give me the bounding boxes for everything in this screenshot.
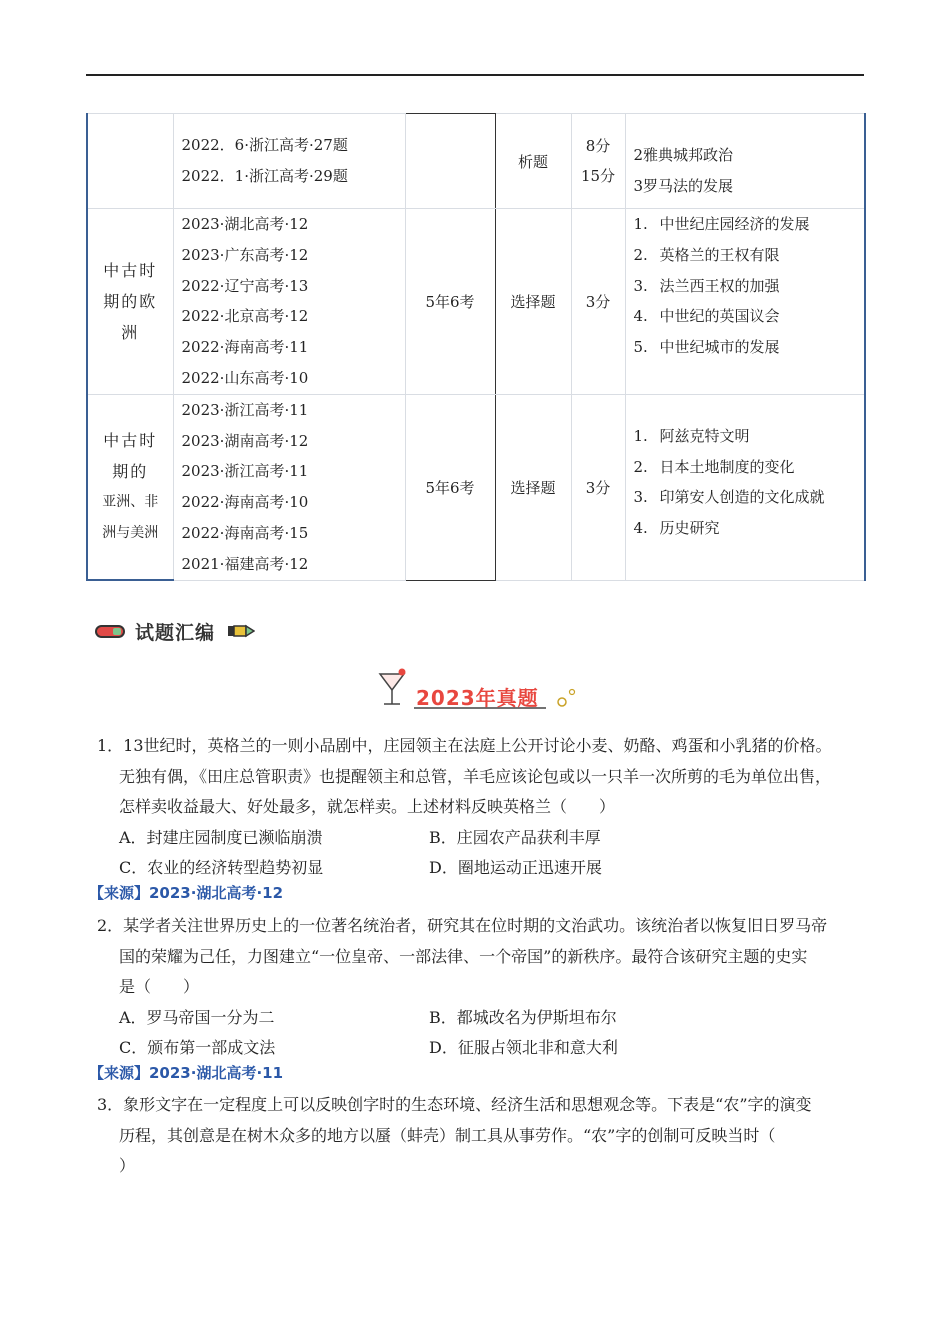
section-heading [95, 616, 255, 646]
question-type-cell: 选择题 [495, 209, 571, 395]
topic-item: 4. 历史研究 [633, 519, 720, 538]
table-row [87, 209, 865, 395]
score-cell: 3分 [571, 209, 625, 395]
topic-list [625, 209, 865, 395]
year-banner [378, 666, 578, 714]
period-cell: 中古时 期的欧 洲 [87, 209, 173, 395]
header-rule [86, 74, 864, 76]
option-list [97, 823, 867, 884]
pencil-icon [227, 624, 255, 638]
question-type-cell: 析题 [495, 114, 571, 209]
option-a: A．封建庄园制度已濒临崩溃 [119, 827, 323, 847]
exam-analysis-table [86, 113, 866, 581]
frequency-cell: 5年6考 [405, 209, 495, 395]
question-2: 2．某学者关注世界历史上的一位著名统治者，研究其在位时期的文治武功。该统治者以恢复旧日罗马帝 国的荣耀为己任，力图建立“一位皇帝、一部法律、一个帝国”的新秩序。最符合该研究主题的史实 是（ ） A．罗马帝国一分为二 B．都城改名为伊斯坦布尔 C．颁布第一部成文法 D．征服占领北非和意大利 [97, 911, 867, 1064]
topic-item: 2. 英格兰的王权有限 [633, 245, 780, 264]
score-cell: 3分 [571, 394, 625, 580]
source-list: 2022．6·浙江高考·27题 2022．1·浙江高考·29题 [173, 114, 405, 209]
topic-list [625, 394, 865, 580]
topic-item: 1. 中世纪庄园经济的发展 [633, 215, 810, 233]
year-title: 2023年真题 [416, 686, 539, 710]
source-label: 【来源】2023·湖北高考·11 [89, 1064, 284, 1082]
topic-item: 5. 中世纪城市的发展 [633, 338, 780, 357]
topic-item: 2. 日本土地制度的变化 [633, 457, 795, 476]
period-cell: 中古时 期的 亚洲、非 洲与美洲 [87, 394, 173, 580]
option-b: B．都城改名为伊斯坦布尔 [429, 1007, 617, 1027]
period-cell [87, 114, 173, 209]
option-c: C．农业的经济转型趋势初显 [119, 858, 324, 877]
option-d: D．征服占领北非和意大利 [429, 1038, 618, 1057]
source-list: 2023·浙江高考·11 2023·湖南高考·12 2023·浙江高考·11 2022·海南高考·10 2022·海南高考·15 2021·福建高考·12 [173, 394, 405, 580]
topic-item: 3. 法兰西王权的加强 [633, 276, 780, 295]
marker-pill-icon [95, 625, 125, 638]
option-b: B．庄园农产品获利丰厚 [429, 827, 601, 847]
topic-item: 4. 中世纪的英国议会 [633, 307, 780, 326]
option-c: C．颁布第一部成文法 [119, 1038, 276, 1057]
option-list [97, 1003, 867, 1064]
table-row [87, 114, 865, 209]
question-type-cell: 选择题 [495, 394, 571, 580]
question-3: 3．象形文字在一定程度上可以反映创字时的生态环境、经济生活和思想观念等。下表是“农”字的演变 历程，其创意是在树木众多的地方以蜃（蚌壳）制工具从事劳作。“农”字的创制可反映当时（ ） [97, 1095, 812, 1175]
frequency-cell: 5年6考 [405, 394, 495, 580]
source-list: 2023·湖北高考·12 2023·广东高考·12 2022·辽宁高考·13 2022·北京高考·12 2022·海南高考·11 2022·山东高考·10 [173, 209, 405, 395]
score-cell: 8分 15分 [571, 114, 625, 209]
topic-list: 2雅典城邦政治 3罗马法的发展 [625, 114, 865, 209]
frequency-cell [405, 114, 495, 209]
option-d: D．圈地运动正迅速开展 [429, 858, 602, 877]
topic-item: 1. 阿兹克特文明 [633, 426, 750, 445]
topic-item: 3. 印第安人创造的文化成就 [633, 488, 825, 507]
table-row [87, 394, 865, 580]
source-label: 【来源】2023·湖北高考·12 [89, 884, 284, 902]
option-a: A．罗马帝国一分为二 [119, 1007, 275, 1027]
section-title: 试题汇编 [135, 621, 216, 644]
question-1: 1．13世纪时，英格兰的一则小品剧中，庄园领主在法庭上公开讨论小麦、奶酪、鸡蛋和小乳猪的价格。 无独有偶，《田庄总管职责》也提醒领主和总管，羊毛应该论包或以一只羊一次所剪的毛为单位出售， 怎样卖收益最大、好处最多，就怎样卖。上述材料反映英格兰（ ） A．封建庄园制度已濒临崩溃 B．庄园农产品获利丰厚 C．农业的经济转型趋势初显 D．圈地运动正迅速开展 [97, 731, 867, 884]
